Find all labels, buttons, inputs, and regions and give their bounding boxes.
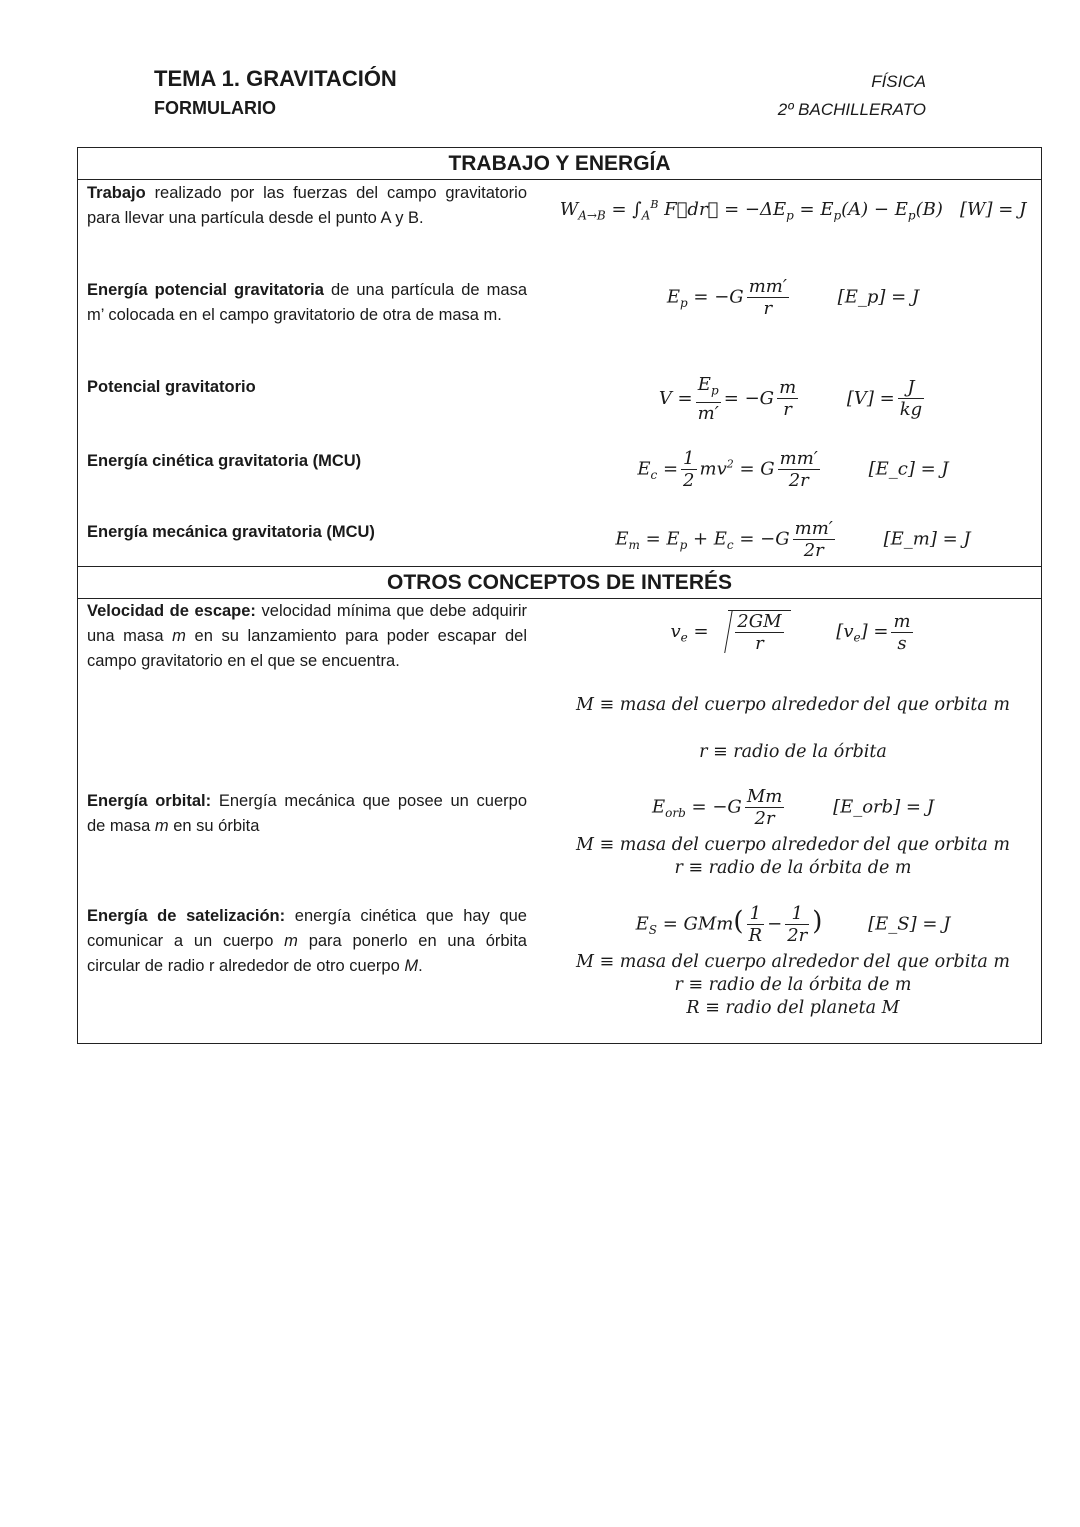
term-energia-potencial: Energía potencial gravitatoria xyxy=(87,281,324,299)
var-m: m xyxy=(154,817,169,835)
desc-text: velocidad mínima que debe adquirir una masa xyxy=(87,602,527,645)
formula-energia-potencial: $E_p = -G$ $\frac{mm'}{r}$ [E_p] = J xyxy=(666,276,920,319)
unit-trabajo: [W] = J xyxy=(960,199,1027,220)
term-velocidad-escape: Velocidad de escape: xyxy=(87,602,256,620)
term-energia-orbital: Energía orbital: xyxy=(87,792,212,810)
formula-energia-orbital: $E_{orb} = -G$ $\frac{Mm}{2r}$ [E_orb] = J xyxy=(652,786,934,829)
term-energia-cinetica: Energía cinética gravitatoria (MCU) xyxy=(87,452,362,470)
var-m: m xyxy=(284,932,298,950)
note-r-satelizacion: r ≡ radio de la órbita de m xyxy=(674,975,912,995)
desc-energia-satelizacion xyxy=(87,904,527,979)
document-subtitle: FORMULARIO xyxy=(154,98,276,118)
subject-label: FÍSICA xyxy=(871,72,926,91)
term-energia-satelizacion: Energía de satelización: xyxy=(87,907,286,925)
formula-energia-satelizacion: $E_S = GMm$( $\frac{1}{R}$ − $\frac{1}{2r}$ ) [E_S] = J xyxy=(635,903,951,946)
desc-text: en su lanzamiento para poder escapar del campo gravitatorio en el que se encuentra. xyxy=(87,627,527,670)
term-potencial: Potencial gravitatorio xyxy=(87,378,256,396)
note-M-escape: M ≡ masa del cuerpo alrededor del que orbita m xyxy=(576,695,1010,715)
unit-energia-cinetica: [E_c] = J xyxy=(868,458,949,480)
desc-text: energía cinética que hay que comunicar a un cuerpo xyxy=(87,907,527,950)
unit-energia-satelizacion: [E_S] = J xyxy=(868,913,951,935)
note-R-satelizacion: R ≡ radio del planeta M xyxy=(686,998,900,1018)
desc-text: en su órbita xyxy=(168,817,260,835)
var-m: m xyxy=(172,627,186,645)
var-M: M xyxy=(404,957,419,975)
formula-velocidad-escape: $v_e$ = $\frac{2GM}{r}$ $[v_e]$ = $\frac{m}{s}$ xyxy=(670,610,911,654)
desc-potencial xyxy=(87,375,527,400)
desc-text: . xyxy=(418,957,423,975)
unit-energia-mecanica: [E_m] = J xyxy=(883,528,971,550)
desc-energia-cinetica xyxy=(87,449,527,474)
desc-energia-potencial xyxy=(87,278,527,328)
desc-text: realizado por las fuerzas del campo gravitatorio para llevar una partícula desde el punto A y B. xyxy=(87,184,527,227)
desc-energia-mecanica xyxy=(87,520,527,545)
section-title-otros-conceptos: OTROS CONCEPTOS DE INTERÉS xyxy=(78,566,1041,599)
desc-velocidad-escape xyxy=(87,599,527,674)
desc-energia-orbital xyxy=(87,789,527,839)
formula-table xyxy=(77,147,1042,1044)
section-title-trabajo-energia: TRABAJO Y ENERGÍA xyxy=(78,148,1041,180)
formula-potencial: V = $\frac{E_p}{m'}$ = −G $\frac{m}{r}$ [V] = $\frac{J}{kg}$ xyxy=(658,374,923,424)
formula-energia-cinetica: $E_c$ = $\frac{1}{2}$ $mv^2 = G$ $\frac{mm'}{2r}$ [E_c] = J xyxy=(637,448,949,491)
document-title: TEMA 1. GRAVITACIÓN xyxy=(154,66,397,91)
formula-trabajo: $W_{A\to B} = \int_A^B$ F⃗dr⃗ = $-\Delta E_p = E_p(A) - E_p(B)$ [W] = J xyxy=(559,198,1027,223)
note-M-satelizacion: M ≡ masa del cuerpo alrededor del que orbita m xyxy=(576,952,1010,972)
desc-trabajo xyxy=(87,181,527,231)
course-label: 2º BACHILLERATO xyxy=(777,100,926,119)
desc-text: Energía mecánica que posee un cuerpo de masa xyxy=(87,792,527,835)
formula-energia-mecanica: $E_m = E_p + E_c = -G$ $\frac{mm'}{2r}$ [E_m] = J xyxy=(615,518,971,561)
unit-energia-orbital: [E_orb] = J xyxy=(833,796,934,818)
note-M-orbital: M ≡ masa del cuerpo alrededor del que orbita m xyxy=(576,835,1010,855)
desc-text: de una partícula de masa m’ colocada en el campo gravitatorio de otra de masa m. xyxy=(87,281,527,324)
unit-energia-potencial: [E_p] = J xyxy=(837,286,920,308)
term-trabajo: Trabajo xyxy=(87,184,146,202)
term-energia-mecanica: Energía mecánica gravitatoria (MCU) xyxy=(87,523,375,541)
note-r-escape: r ≡ radio de la órbita xyxy=(699,742,887,762)
desc-text: para ponerlo en una órbita circular de radio r alrededor de otro cuerpo xyxy=(87,932,527,975)
note-r-orbital: r ≡ radio de la órbita de m xyxy=(674,858,912,878)
